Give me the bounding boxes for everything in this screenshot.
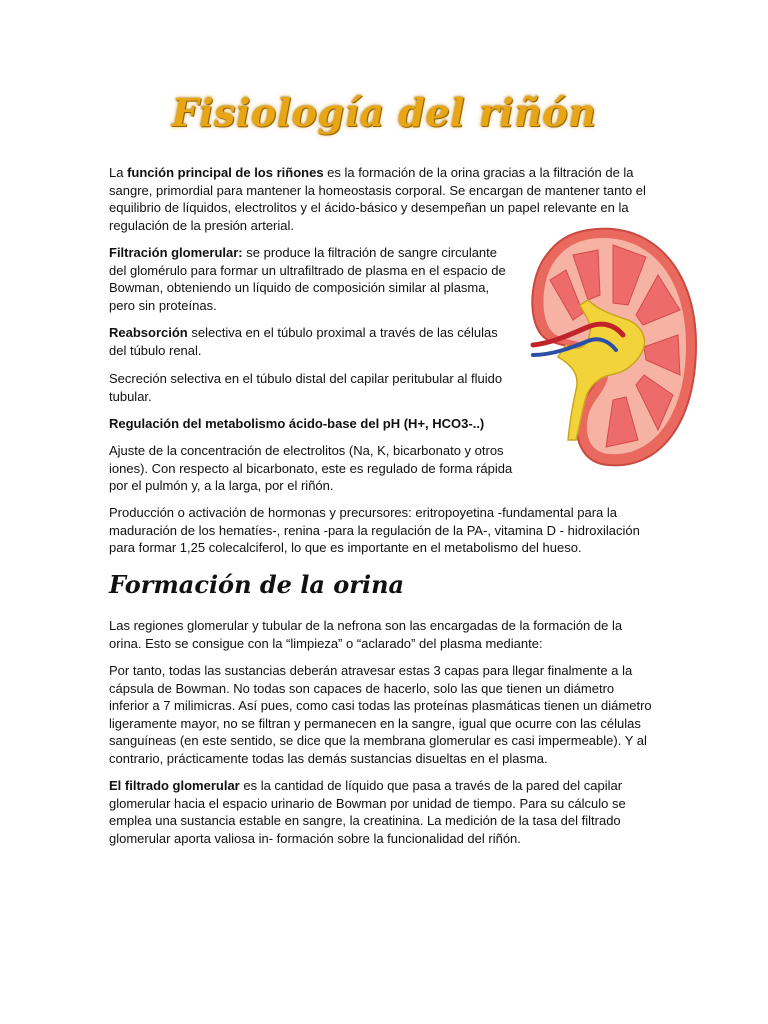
ajuste-paragraph: Ajuste de la concentración de electrolitos (Na, K, bicarbonato y otros iones). Con respecto al bicarbonato, este es regulado de forma rápida por el pulmón y, a la larga, por el riñón. — [109, 443, 513, 493]
regulacion-bold: Regulación del metabolismo ácido-base del pH (H+, HCO3-..) — [109, 416, 485, 431]
produccion-paragraph: Producción o activación de hormonas y precursores: eritropoyetina -fundamental para la maduración de los hematíes-, renina -para la regulación de la PA-, vitamina D - hidroxilación para formar 1,25 colecalciferol, lo que es importante en el metabolismo del hueso. — [109, 505, 640, 555]
intro-pre: La — [109, 165, 128, 180]
filtracion-bold: Filtración glomerular: — [109, 245, 243, 260]
reabsorcion-post: selectiva en el túbulo proximal a través de las células del túbulo renal. — [109, 325, 498, 358]
portanto-paragraph: Por tanto, todas las sustancias deberán atravesar estas 3 capas para llegar finalmente a la cápsula de Bowman. No todas son capaces de hacerlo, solo las que tienen un diámetro inferior a 7 milimicras. Así pues, como casi todas las proteínas plasmáticas tienen un diámetro ligeramente mayor, no se filtran y permanecen en la sangre, igual que ocurre con las células sanguíneas (en este sentido, se dice que la membrana glomerular es casi impermeable). Y al contrario, prácticamente todas las demás sustancias disueltas en el plasma. — [109, 663, 652, 766]
secrecion-paragraph: Secreción selectiva en el túbulo distal del capilar peritubular al fluido tubular. — [109, 371, 503, 404]
regulacion-paragraph — [109, 415, 517, 433]
section-heading-formacion: Formación de la orina — [109, 570, 405, 599]
intro-post: es la formación de la orina gracias a la filtración de la sangre, primordial para mantener la homeostasis corporal. Se encargan de mantener tanto el equilibrio de líquidos, electrolitos y el ácido-básico y desempeñan un papel relevante en la regulación de la presión arterial. — [109, 165, 646, 233]
filtrado-bold: El filtrado glomerular — [109, 778, 240, 793]
kidney-cross-section-image — [528, 225, 698, 470]
intro-bold: función principal de los riñones — [127, 165, 324, 180]
reabsorcion-bold: Reabsorción — [109, 325, 188, 340]
filtracion-post: se produce la filtración de sangre circulante del glomérulo para formar un ultrafiltrado de plasma en el espacio de Bowman, obteniendo un líquido de composición similar al plasma, pero sin proteínas. — [109, 245, 506, 313]
filtrado-paragraph — [109, 777, 657, 847]
regiones-paragraph: Las regiones glomerular y tubular de la nefrona son las encargadas de la formación de la orina. Esto se consigue con la “limpieza” o “aclarado” del plasma mediante: — [109, 618, 623, 651]
filtrado-post: es la cantidad de líquido que pasa a través de la pared del capilar glomerular hacia el espacio urinario de Bowman por unidad de tiempo. Para su cálculo se emplea una sustancia estable en sangre, la creatinina. La medición de la tasa del filtrado glomerular aporta valiosa in- formación sobre la funcionalidad del riñón. — [109, 778, 626, 846]
intro-paragraph — [109, 164, 657, 234]
page-title: Fisiología del riñón — [171, 90, 597, 135]
filtracion-paragraph — [109, 244, 517, 314]
reabsorcion-paragraph — [109, 324, 517, 359]
